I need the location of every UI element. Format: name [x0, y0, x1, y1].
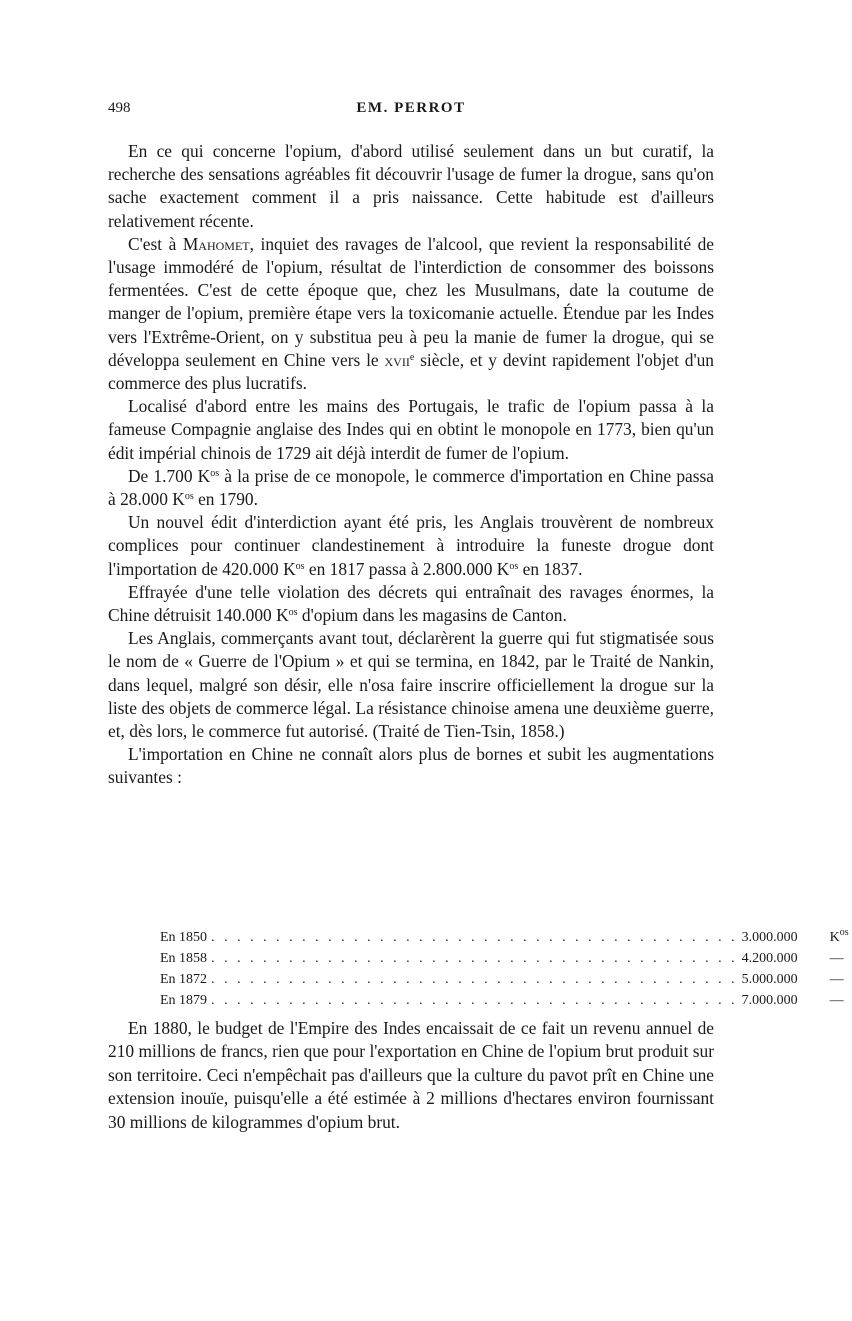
paragraph-opium-origin: En ce qui concerne l'opium, d'abord utilisé seulement dans un but curatif, la recherche des sensations agréables fit découvrir l'usage de fumer la drogue, sans qu'on sache exactement comment il a pris naissance. Cette habitude est d'ailleurs relativement récente. [108, 141, 714, 231]
stat-year: En 1879 [160, 993, 208, 1008]
stat-value: 4.200.000 [741, 951, 798, 966]
unit-text: K [829, 930, 840, 945]
text-fragment: C'est à [128, 233, 183, 254]
paragraph-monopole [108, 465, 714, 511]
page-number: 498 [108, 100, 131, 116]
paragraph-canton [108, 581, 714, 627]
stat-unit: — [829, 993, 844, 1008]
superscript: os [288, 607, 298, 619]
stat-value: 5.000.000 [741, 972, 798, 987]
dot-leader: . . . . . . . . . . . . . . . . . . . . . . . . . . . . . . . . . . . . . . . . . [211, 951, 738, 966]
table-row [160, 948, 844, 969]
superscript: os [509, 560, 519, 572]
running-head: EM. PERROT [356, 100, 466, 116]
import-statistics-table [160, 927, 849, 1011]
text-fragment: Un nouvel édit d'interdiction ayant été pris, les Anglais trouvèrent de nombreux complices pour continuer clandestinement à introduire la funeste drogue dont l'importation de 420.000 K [108, 512, 714, 579]
text-fragment: De 1.700 K [128, 465, 211, 486]
paragraph-nouvel-edit [108, 511, 714, 581]
superscript: os [184, 491, 194, 503]
stat-unit [830, 927, 852, 948]
table-row [160, 927, 849, 948]
text-fragment: , inquiet des ravages de l'alcool, que revient la responsabilité de l'usage immodéré de l'opium, résultat de l'interdiction de consommer des boissons fermentées. C'est de cette époque que, chez les Musulmans, date la coutume de manger de l'opium, première étape vers la toxicomanie actuelle. Étendue par les Indes vers l'Extrême-Orient, on y substitua peu à peu la manie de fumer la drogue, qui se développa seulement en Chine vers le [108, 233, 714, 370]
table-row [160, 990, 844, 1011]
dot-leader: . . . . . . . . . . . . . . . . . . . . . . . . . . . . . . . . . . . . . . . . . [211, 930, 738, 945]
text-fragment: en 1837. [518, 558, 583, 579]
stat-value: 7.000.000 [741, 993, 798, 1008]
superscript: os [210, 467, 220, 479]
page-header [108, 100, 714, 126]
table-row [160, 969, 844, 990]
stat-unit: — [829, 951, 844, 966]
text-fragment: en 1817 passa à 2.800.000 K [304, 558, 510, 579]
dot-leader: . . . . . . . . . . . . . . . . . . . . . . . . . . . . . . . . . . . . . . . . . [211, 993, 738, 1008]
stat-year: En 1858 [160, 951, 208, 966]
stat-year: En 1872 [160, 972, 208, 987]
person-name: Mahomet [182, 233, 250, 254]
paragraph-mahomet [108, 233, 714, 395]
century-numeral: xvii [384, 349, 410, 370]
text-fragment: en 1790. [193, 489, 258, 510]
dot-leader: . . . . . . . . . . . . . . . . . . . . . . . . . . . . . . . . . . . . . . . . . [211, 972, 738, 987]
text-fragment: à la prise de ce monopole, le commerce d'importation en Chine passa à 28.000 K [108, 465, 714, 510]
stat-unit: — [829, 972, 844, 987]
paragraph-portugais: Localisé d'abord entre les mains des Portugais, le trafic de l'opium passa à la fameuse Compagnie anglaise des Indes qui en obtint le monopole en 1773, bien qu'un édit impérial chinois de 1729 ait déjà interdit de fumer de l'opium. [108, 396, 714, 463]
paragraph-guerre-opium: Les Anglais, commerçants avant tout, déclarèrent la guerre qui fut stigmatisée sous le nom de « Guerre de l'Opium » et qui se termina, en 1842, par le Traité de Nankin, dans lequel, malgré son désir, elle n'osa faire inscrire officiellement la drogue sur la liste des objets de commerce légal. La résistance chinoise amena une deuxième guerre, et, dès lors, le commerce fut autorisé. (Traité de Tien-Tsin, 1858.) [108, 628, 714, 742]
superscript: e [409, 351, 415, 363]
stat-value: 3.000.000 [741, 930, 798, 945]
paragraph-importation: L'importation en Chine ne connaît alors plus de bornes et subit les augmentations suivantes : [108, 744, 714, 788]
stat-year: En 1850 [160, 930, 208, 945]
superscript: os [295, 560, 305, 572]
text-fragment: siècle, et y devint rapidement l'objet d'un commerce des plus lucratifs. [108, 349, 714, 394]
closing-text [108, 1017, 714, 1134]
body-text [108, 140, 714, 790]
text-fragment: Effrayée d'une telle violation des décrets qui entraînait des ravages énormes, la Chine détruisit 140.000 K [108, 581, 714, 626]
paragraph-budget-1880: En 1880, le budget de l'Empire des Indes encaissait de ce fait un revenu annuel de 210 millions de francs, rien que pour l'exportation en Chine de l'opium brut produit sur son territoire. Ceci n'empêchait pas d'ailleurs que la culture du pavot prît en Chine une extension inouïe, puisqu'elle a été estimée à 2 millions d'hectares environ fournissant 30 millions de kilogrammes d'opium brut. [108, 1018, 714, 1132]
text-fragment: d'opium dans les magasins de Canton. [297, 605, 567, 626]
superscript: os [839, 927, 849, 938]
